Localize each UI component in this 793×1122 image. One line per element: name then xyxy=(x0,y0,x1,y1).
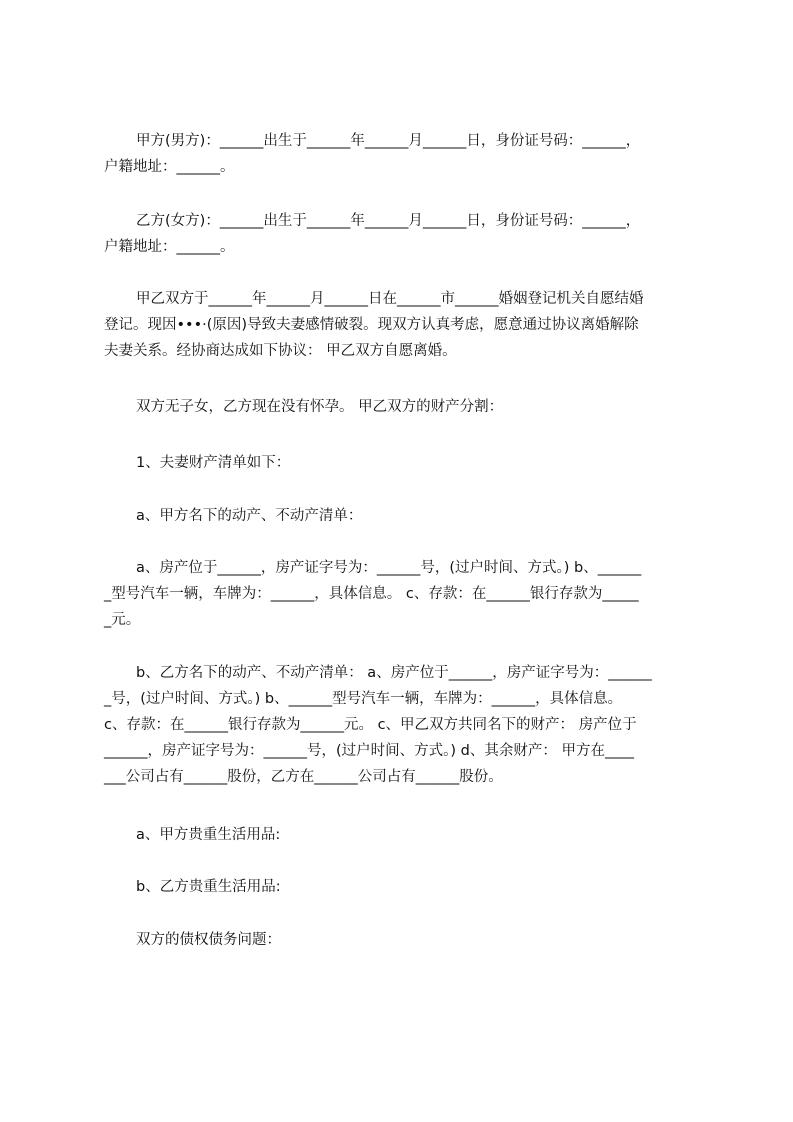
marriage-background-paragraph xyxy=(104,286,700,364)
text-line: _号，(过户时间、方式。) b、______型号汽车一辆，车牌为：______，具体信息。 xyxy=(104,691,623,707)
text-line: a、甲方名下的动产、不动产清单： xyxy=(136,508,363,524)
text-line: a、甲方贵重生活用品: xyxy=(136,827,281,843)
text-line: _元。 xyxy=(104,612,141,628)
text-line: ___公司占有______股份，乙方在______公司占有______股份。 xyxy=(104,769,503,785)
debts-heading xyxy=(104,927,700,953)
text-line: _型号汽车一辆，车牌为：______，具体信息。 c、存款：在______银行存款为_____ xyxy=(104,586,639,602)
text-line: ______，房产证字号为：______号，(过户时间、方式。) d、其余财产： 甲方在____ xyxy=(104,743,634,759)
text-line: 乙方(女方)：______出生于______年______月______日，身份证号码：______， xyxy=(136,213,641,229)
text-line: 甲方(男方)：______出生于______年______月______日，身份证号码：______， xyxy=(136,133,641,149)
text-line: 夫妻关系。经协商达成如下协议： 甲乙双方自愿离婚。 xyxy=(104,343,457,359)
party-a-info-paragraph xyxy=(104,128,700,180)
text-line: b、乙方名下的动产、不动产清单： a、房产位于______，房产证字号为：______ xyxy=(136,665,652,681)
party-b-property-details xyxy=(104,660,700,790)
party-b-valuables-heading xyxy=(104,874,700,900)
text-line: 甲乙双方于______年______月______日在______市______婚姻登记机关自愿结婚 xyxy=(136,291,644,307)
party-a-property-heading xyxy=(104,503,700,529)
text-line: a、房产位于______，房产证字号为：______号，(过户时间、方式。) b、______ xyxy=(136,560,642,576)
party-b-info-paragraph xyxy=(104,208,700,260)
text-line: c、存款：在______银行存款为______元。 c、甲乙双方共同名下的财产： 房产位于 xyxy=(104,717,637,733)
party-a-property-details xyxy=(104,555,700,633)
text-line: 登记。现因•••·(原因)导致夫妻感情破裂。现双方认真考虑，愿意通过协议离婚解除 xyxy=(104,317,639,333)
text-line: 1、夫妻财产清单如下： xyxy=(136,455,291,471)
property-list-heading xyxy=(104,450,700,476)
text-line: 双方无子女，乙方现在没有怀孕。 甲乙双方的财产分割： xyxy=(136,399,504,415)
party-a-valuables-heading xyxy=(104,822,700,848)
text-line: 户籍地址：______。 xyxy=(104,239,235,255)
text-line: 双方的债权债务问题： xyxy=(136,932,281,948)
children-paragraph xyxy=(104,394,700,420)
text-line: 户籍地址：______。 xyxy=(104,159,235,175)
text-line: b、乙方贵重生活用品: xyxy=(136,879,281,895)
